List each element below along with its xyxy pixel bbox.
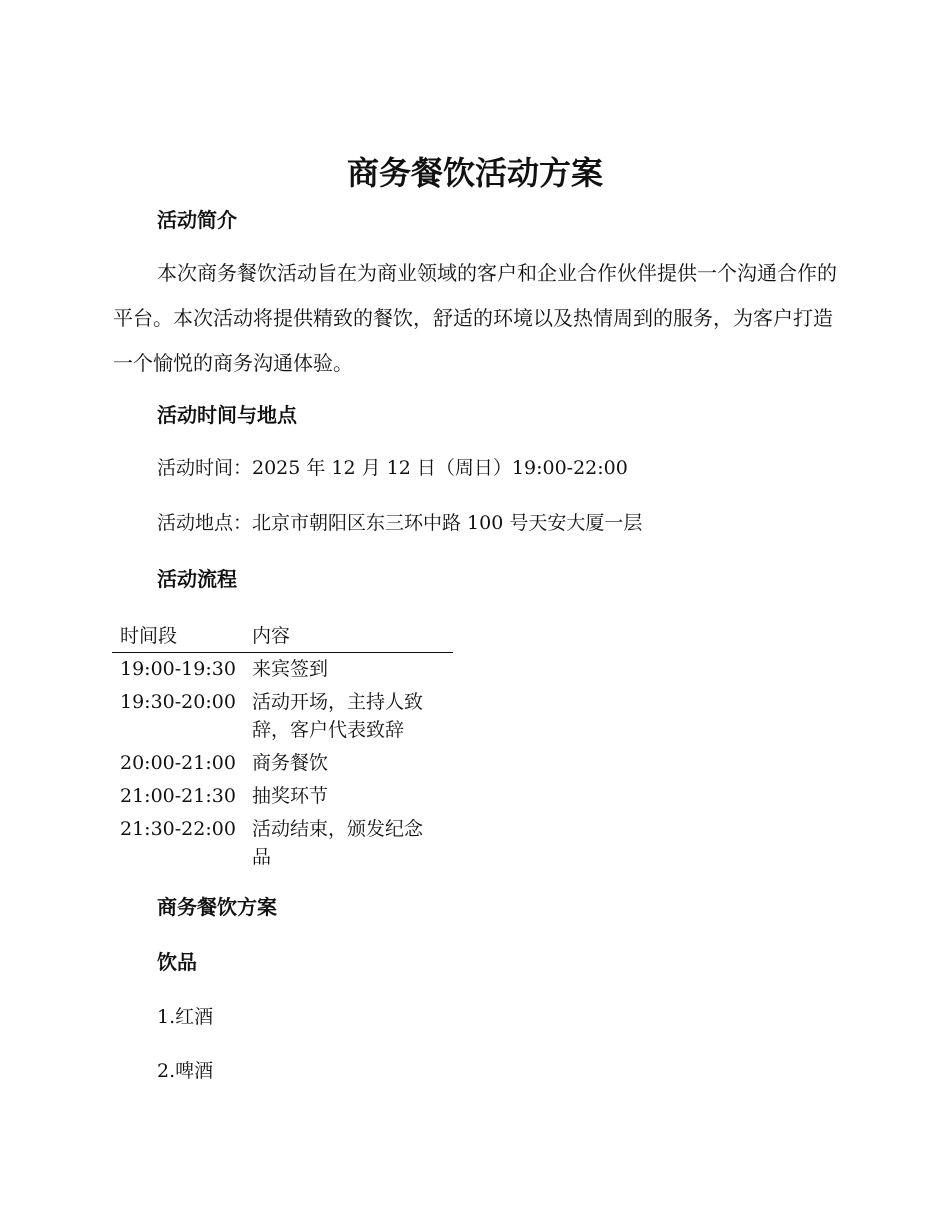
column-header-time: 时间段 [112, 620, 244, 653]
table-row [112, 780, 453, 813]
subheading-drinks: 饮品 [157, 950, 197, 974]
section-heading-flow: 活动流程 [157, 567, 237, 591]
table-row [112, 813, 453, 874]
event-place-line: 活动地点：北京市朝阳区东三环中路 100 号天安大厦一层 [157, 512, 643, 534]
column-header-content: 内容 [244, 620, 453, 653]
drink-item: 1.红酒 [157, 1006, 214, 1028]
intro-paragraph: 本次商务餐饮活动旨在为商业领域的客户和企业合作伙伴提供一个沟通合作的平台。本次活动将提供精致的餐饮，舒适的环境以及热情周到的服务，为客户打造一个愉悦的商务沟通体验。 [113, 261, 837, 375]
row-content: 抽奖环节 [251, 785, 328, 807]
row-content: 来宾签到 [251, 658, 328, 680]
document-title: 商务餐饮活动方案 [346, 154, 603, 192]
table-header-row [112, 620, 453, 653]
event-time-line: 活动时间：2025 年 12 月 12 日（周日）19:00-22:00 [157, 457, 628, 479]
row-time: 21:00-21:30 [120, 785, 236, 807]
drink-item: 2.啤酒 [157, 1060, 214, 1082]
section-heading-intro: 活动简介 [157, 208, 237, 232]
table-row [112, 747, 453, 780]
row-time: 19:00-19:30 [120, 658, 236, 680]
section-heading-time-place: 活动时间与地点 [157, 403, 297, 427]
row-time: 20:00-21:00 [120, 752, 236, 774]
schedule-table [112, 620, 453, 874]
row-content: 活动结束，颁发纪念品 [251, 818, 423, 868]
row-content: 活动开场，主持人致辞，客户代表致辞 [251, 691, 423, 741]
table-row [112, 653, 453, 687]
row-time: 19:30-20:00 [120, 691, 236, 713]
row-time: 21:30-22:00 [120, 818, 236, 840]
table-row [112, 686, 453, 747]
row-content: 商务餐饮 [251, 752, 328, 774]
section-heading-catering: 商务餐饮方案 [157, 895, 277, 919]
